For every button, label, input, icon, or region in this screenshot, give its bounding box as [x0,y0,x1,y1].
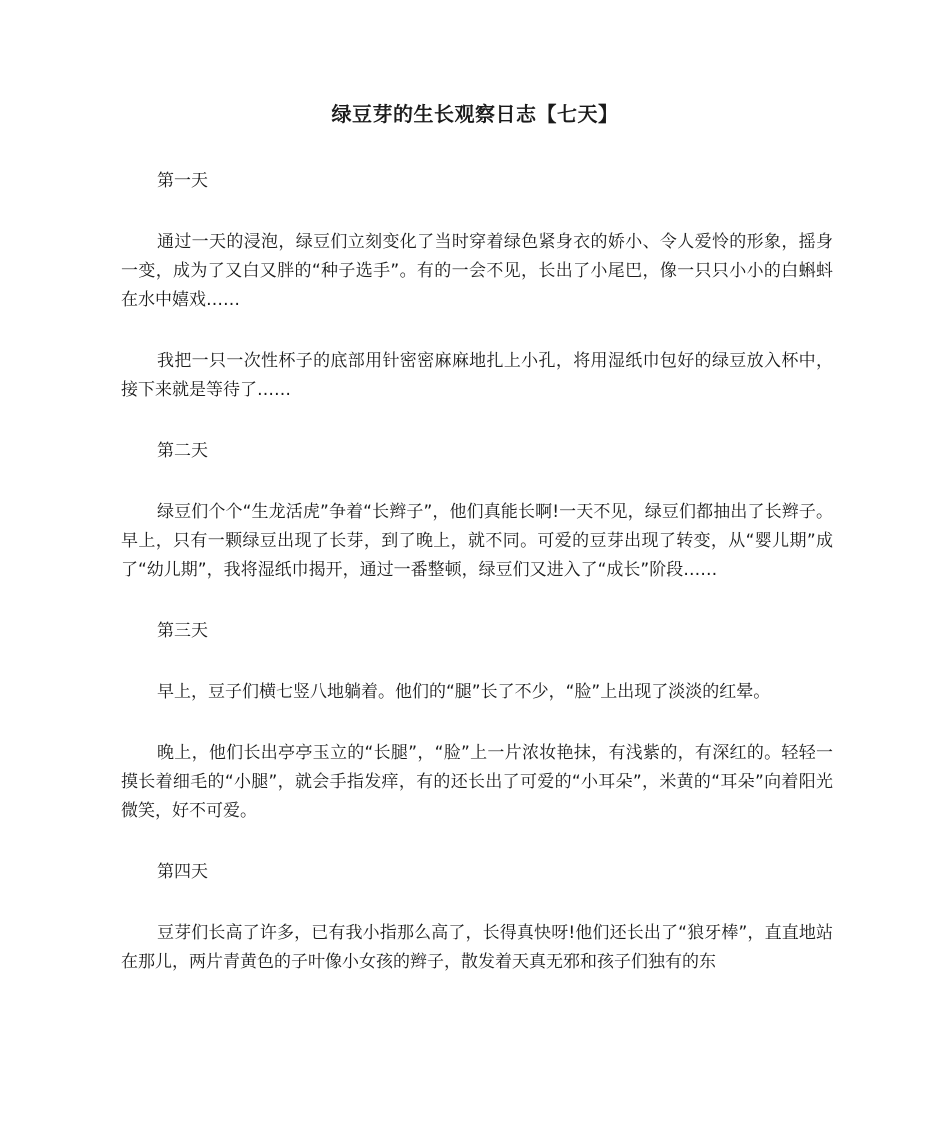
paragraph-day2: 绿豆们个个“生龙活虎”争着“长辫子”，他们真能长啊!一天不见，绿豆们都抽出了长辫子。早上，只有一颗绿豆出现了长芽，到了晚上，就不同。可爱的豆芽出现了转变，从“婴儿期”成了“幼儿期”，我将湿纸巾揭开，通过一番整顿，绿豆们又进入了“成长”阶段…… [121,502,833,580]
day-heading-1: 第一天 [157,171,208,191]
document-body [121,167,833,1009]
document-title: 绿豆芽的生长观察日志【七天】 [331,102,619,126]
day-heading-3: 第三天 [157,621,208,641]
paragraph-day4: 豆芽们长高了许多，已有我小指那么高了，长得真快呀!他们还长出了“狼牙棒”，直直地站在那儿，两片青黄色的子叶像小女孩的辫子，散发着天真无邪和孩子们独有的东 [121,923,833,972]
paragraph-day3-b: 晚上，他们长出亭亭玉立的“长腿”，“脸”上一片浓妆艳抹，有浅紫的，有深红的。轻轻一摸长着细毛的“小腿”，就会手指发痒，有的还长出了可爱的“小耳朵”，米黄的“耳朵”向着阳光微笑，好不可爱。 [121,743,833,821]
day-heading-2: 第二天 [157,441,208,461]
day-heading-4: 第四天 [157,862,208,882]
paragraph-day3-a: 早上，豆子们横七竖八地躺着。他们的“腿”长了不少，“脸”上出现了淡淡的红晕。 [157,682,771,702]
paragraph-day1-a: 通过一天的浸泡，绿豆们立刻变化了当时穿着绿色紧身衣的娇小、令人爱怜的形象，摇身一变，成为了又白又胖的“种子选手”。有的一会不见，长出了小尾巴，像一只只小小的白蝌蚪在水中嬉戏…… [121,232,833,310]
paragraph-day1-b: 我把一只一次性杯子的底部用针密密麻麻地扎上小孔，将用湿纸巾包好的绿豆放入杯中，接下来就是等待了…… [121,351,833,400]
